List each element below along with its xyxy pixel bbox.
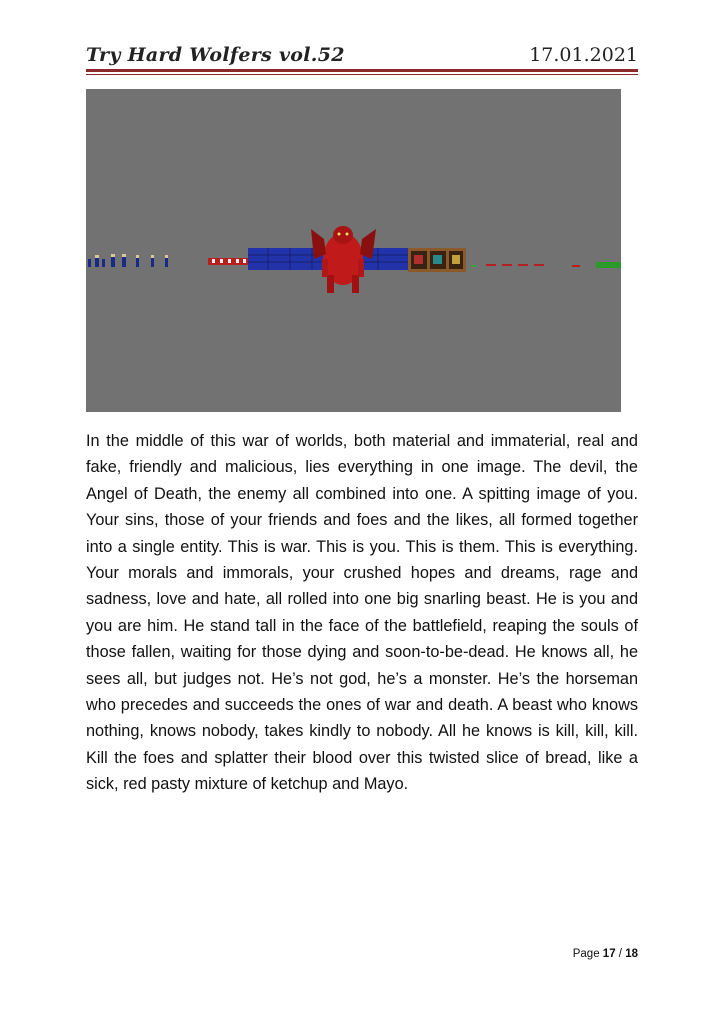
header-title: Try Hard Wolfers vol.52 <box>86 44 345 66</box>
body-paragraph: In the middle of this war of worlds, both material and immaterial, real and fake, friendly and malicious, lies everything in one image. The devil, the Angel of Death, the enemy all combined into one. A spitting image of you. Your sins, those of your friends and foes and the likes, all formed together into a single entity. This is war. This is you. This is them. This is everything. Your morals and immorals, your crushed hopes and dreams, rage and sadness, love and hate, all rolled into one big snarling beast. He is you and you are him. He stand tall in the face of the battlefield, reaping the souls of those fallen, waiting for those dying and soon-to-be-dead. He knows all, he sees all, but judges not. He’s not god, he’s a monster. He’s the horseman who precedes and succeeds the ones of war and death. A beast who knows nothing, knows nobody, takes kindly to nobody. All he knows is kill, kill, kill. Kill the foes and splatter their blood over this twisted slice of bread, like a sick, red pasty mixture of ketchup and Mayo. <box>86 432 638 794</box>
header-date: 17.01.2021 <box>529 44 638 66</box>
grass-right <box>596 262 621 268</box>
page-footer <box>573 948 638 960</box>
item-row <box>208 258 248 265</box>
page-separator: / <box>618 948 622 960</box>
crates <box>408 248 466 272</box>
header-rule-thick <box>86 69 638 72</box>
game-screenshot <box>86 89 621 412</box>
current-page: 17 <box>602 948 616 960</box>
total-pages: 18 <box>625 948 638 960</box>
game-screenshot-icon <box>86 89 621 412</box>
header-rule-thin <box>86 74 638 75</box>
page-label: Page <box>572 948 600 960</box>
